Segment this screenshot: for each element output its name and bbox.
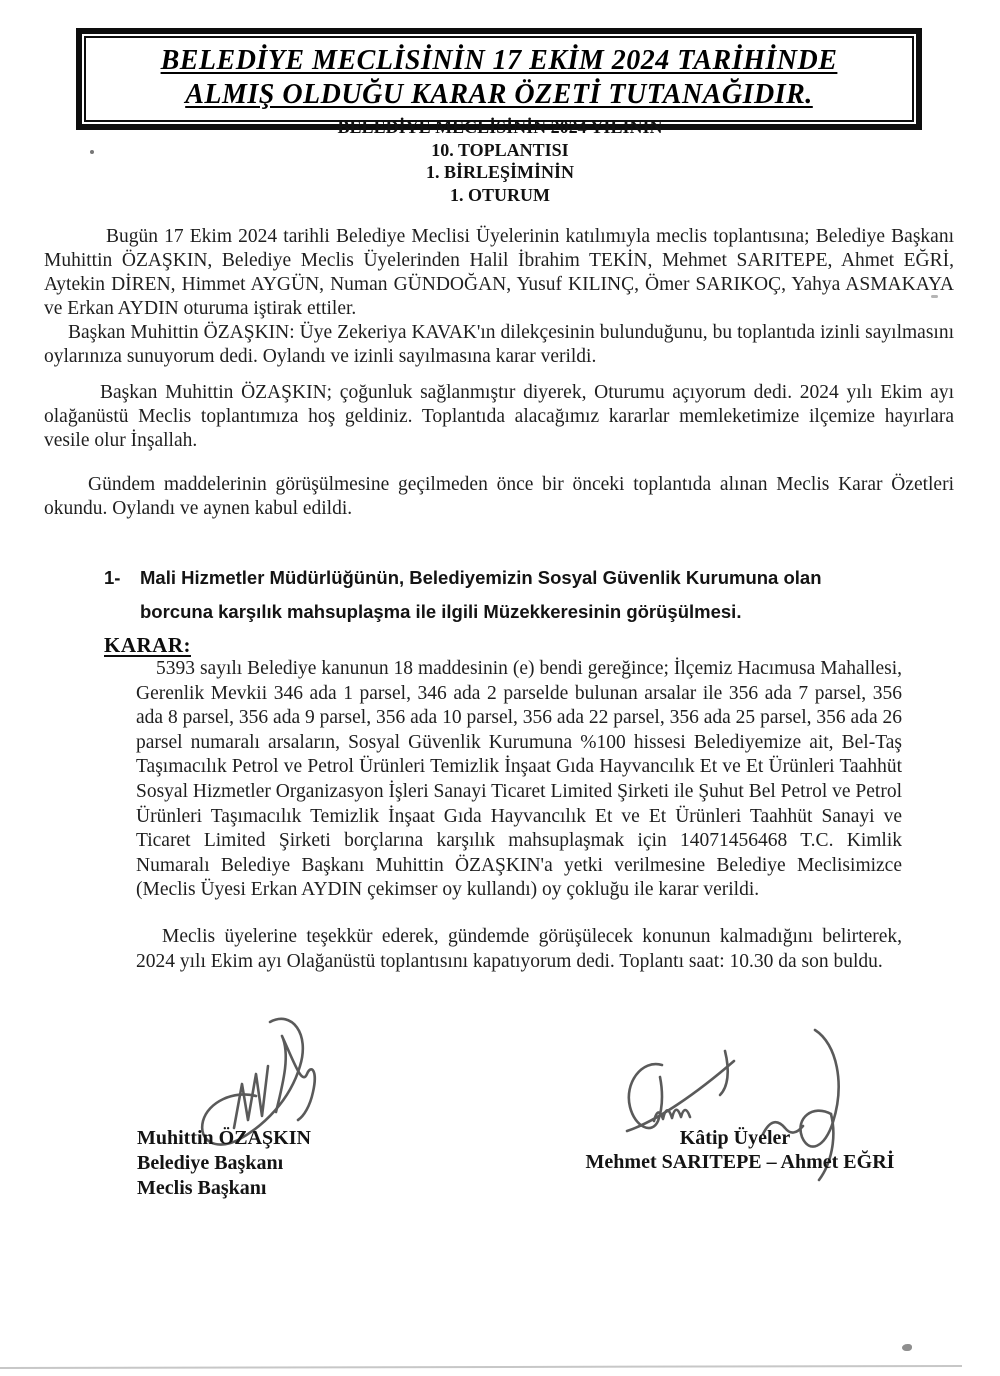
opening-section (44, 381, 954, 453)
document-title-line2: ALMIŞ OLDUĞU KARAR ÖZETİ TUTANAĞIDIR. (185, 79, 813, 110)
signatory-left-name: Muhittin ÖZAŞKIN (137, 1127, 311, 1149)
agenda-item-number: 1- (104, 567, 121, 588)
meeting-subheader (0, 116, 1000, 206)
signatory-left-title2: Meclis Başkanı (137, 1177, 267, 1199)
paragraph-excused-member: Başkan Muhittin ÖZAŞKIN: Üye Zekeriya KAVAK'ın dilekçesinin bulunduğunu, bu toplantıda izinli sayılmasını oylarınıza sunuyorum dedi. Oylandı ve izinli sayılmasına karar verildi. (44, 322, 954, 367)
previous-minutes-section (44, 473, 954, 521)
subheader-line-1: BELEDİYE MECLİSİNİN 2024 YILININ (337, 117, 663, 137)
agenda-item-text: Mali Hizmetler Müdürlüğünün, Belediyemizin Sosyal Güvenlik Kurumuna olan borcuna karşılık mahsuplaşma ile ilgili Müzekkeresinin görüşülmesi. (140, 567, 822, 622)
scan-artifact-dot (90, 150, 94, 154)
signatory-left-block (137, 1126, 311, 1201)
signatory-right-role: Kâtip Üyeler (679, 1127, 791, 1149)
scan-artifact-mark (931, 295, 938, 298)
title-box (76, 28, 922, 130)
agenda-item-1 (104, 561, 866, 629)
subheader-line-4: 1. OTURUM (450, 184, 550, 205)
paragraph-attendance: Bugün 17 Ekim 2024 tarihli Belediye Meclisi Üyelerinin katılımıyla meclis toplantısına; Belediye Başkanı Muhittin ÖZAŞKIN, Belediye Meclis Üyelerinden Halil İbrahim TEKİN, Mehmet SARITEPE, Ahmet EĞRİ, Aytekin DİREN, Himmet AYGÜN, Numan GÜNDOĞAN, Yusuf KILINÇ, Ömer SARIKOÇ, Yahya ASMAKAYA ve Erkan AYDIN oturuma iştirak ettiler. (44, 226, 954, 319)
subheader-line-3: 1. BİRLEŞİMİNİN (425, 162, 575, 182)
paragraph-previous-minutes: Gündem maddelerinin görüşülmesine geçilmeden önce bir önceki toplantıda alınan Meclis Karar Özetleri okundu. Oylandı ve aynen kabul edildi. (44, 474, 954, 519)
title-box-inner (84, 36, 914, 122)
signatory-right-names: Mehmet SARITEPE – Ahmet EĞRİ (585, 1151, 895, 1173)
closing-paragraph: Meclis üyelerine teşekkür ederek, gündemde görüşülecek konunun kalmadığını belirterek, 2024 yılı Ekim ayı Olağanüstü toplantısını kapatıyorum dedi. Toplantı saat: 10.30 da son buldu. (136, 926, 902, 972)
attendance-section (44, 225, 954, 369)
signatory-left-title1: Belediye Başkanı (137, 1152, 284, 1174)
decision-text: 5393 sayılı Belediye kanunun 18 maddesinin (e) bendi gereğince; İlçemiz Hacımusa Mahallesi, Gerenlik Mevkii 346 ada 1 parsel, 346 ada 2 parselde bulunan arsalar ile 356 ada 7 parsel, 356 ada 8 parsel, 356 ada 9 parsel, 356 ada 10 parsel, 356 ada 22 parsel, 356 ada 25 parsel, 356 ada 26 parsel numaralı arsaların, Sosyal Güvenlik Kurumuna %100 hissesi Belediyemize ait, Bel-Taş Taşımacılık Petrol ve Petrol Ürünleri Temizlik İnşaat Gıda Hayvancılık Et ve Et Ürünleri Taahhüt Sosyal Hizmetler Organizasyon İşleri Sanayi Ticaret Limited Şirketi ile Şuhut Bel Petrol ve Petrol Ürünleri Taşımacılık Temizlik İnşaat Gıda Hayvancılık Et ve Et Ürünleri Taahhüt Sanayi ve Ticaret Limited Şirketi borçlarına karşılık mahsuplaşmak için 14071456468 T.C. Kimlik Numaralı Belediye Başkanı Muhittin ÖZAŞKIN'a yetki verilmesine Belediye Meclisimizce (Meclis Üyesi Erkan AYDIN çekimser oy kullandı) oy çokluğu ile karar verildi. (136, 658, 902, 901)
subheader-line-2: 10. TOPLANTISI (431, 139, 569, 160)
scan-artifact-dot (902, 1344, 912, 1351)
paragraph-opening: Başkan Muhittin ÖZAŞKIN; çoğunluk sağlanmıştır diyerek, Oturumu açıyorum dedi. 2024 yılı Ekim ayı olağanüstü Meclis toplantımıza hoş geldiniz. Toplantıda alacağımız kararlar memleketimize ilçemize hayırlara vesile olur İnşallah. (44, 382, 954, 451)
document-title-line1: BELEDİYE MECLİSİNİN 17 EKİM 2024 TARİHİNDE (160, 45, 838, 76)
scan-artifact-line (0, 1365, 962, 1369)
decision-heading: KARAR: (104, 633, 191, 657)
